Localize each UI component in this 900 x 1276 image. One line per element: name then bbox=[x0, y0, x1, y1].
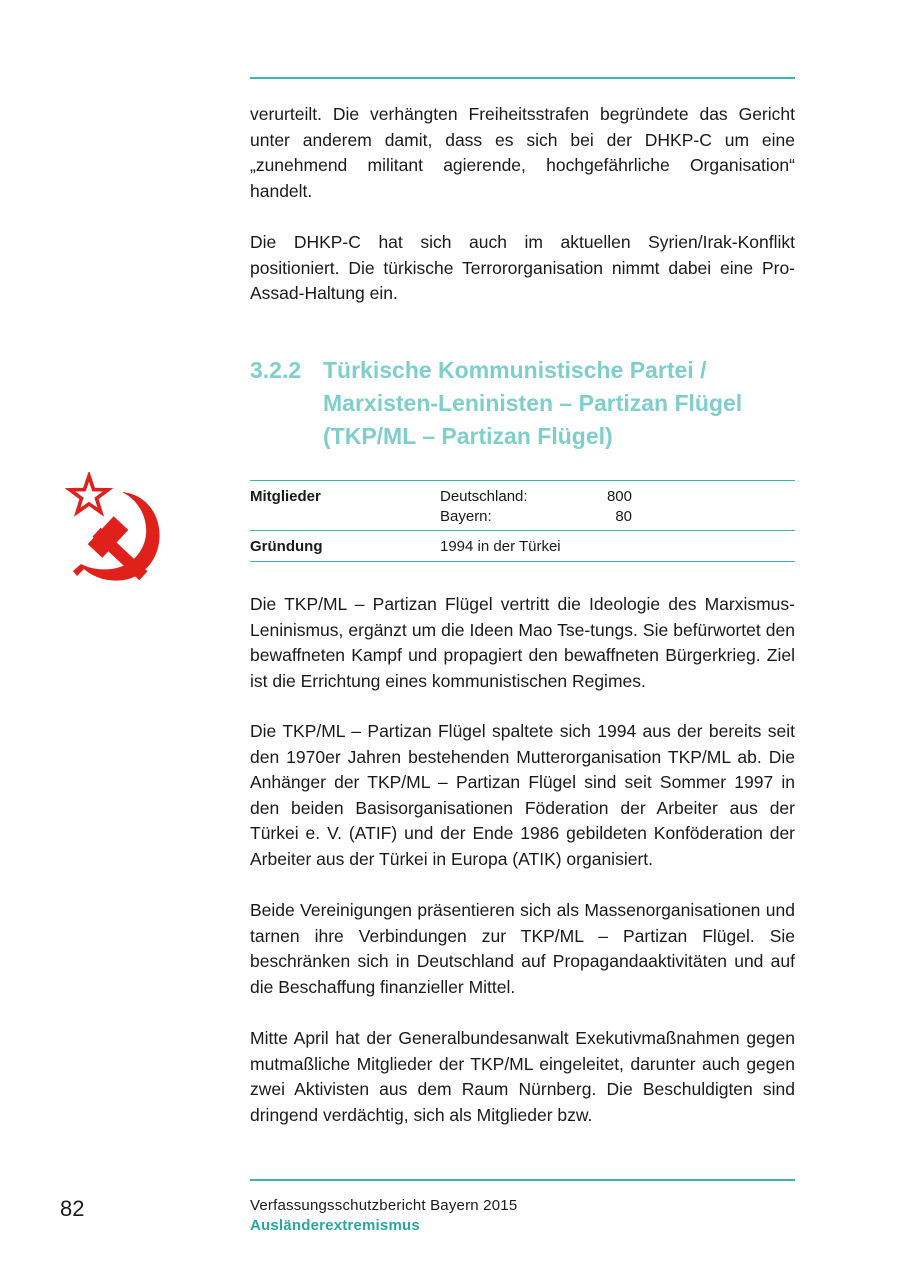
footer-section: Ausländerextremismus bbox=[250, 1217, 420, 1234]
hammer-and-sickle-star-icon bbox=[62, 472, 196, 602]
bavaria-value: 80 bbox=[615, 508, 632, 525]
top-rule bbox=[250, 77, 795, 79]
page-number: 82 bbox=[60, 1196, 85, 1221]
members-label: Mitglieder bbox=[250, 488, 321, 505]
table-middle-rule bbox=[250, 530, 795, 531]
table-top-rule bbox=[250, 480, 795, 481]
content-paragraph-4: Mitte April hat der Generalbundesanwalt Exekutivmaßnahmen gegen mutmaßliche Mitglieder der TKP/ML eingeleitet, darunter auch gegen zwei Aktivisten aus dem Raum Nürnberg. Die Beschuldigten sind dringend verdächtig, sich als Mitglieder bzw. bbox=[250, 1028, 795, 1125]
body-paragraph-1: verurteilt. Die verhängten Freiheitsstrafen begründete das Gericht unter anderem damit, dass es sich bei der DHKP-C um eine „zunehmend militant agierende, hochgefährliche Organisation“ handelt. bbox=[250, 104, 795, 201]
section-number: 3.2.2 bbox=[250, 357, 302, 383]
footer-publication: Verfassungsschutzbericht Bayern 2015 bbox=[250, 1197, 518, 1214]
bavaria-label: Bayern: bbox=[440, 508, 492, 525]
star-icon bbox=[70, 476, 108, 512]
content-paragraph-3: Beide Vereinigungen präsentieren sich als Massenorganisationen und tarnen ihre Verbindungen zur TKP/ML – Partizan Flügel. Sie beschränken sich in Deutschland auf Propagandaaktivitäten und auf die Beschaffung finanzieller Mittel. bbox=[250, 900, 795, 997]
germany-value: 800 bbox=[606, 488, 632, 505]
founding-label: Gründung bbox=[250, 538, 323, 555]
footer-rule bbox=[250, 1179, 795, 1181]
founding-value: 1994 in der Türkei bbox=[440, 538, 561, 555]
table-bottom-rule bbox=[250, 561, 795, 562]
content-paragraph-1: Die TKP/ML – Partizan Flügel vertritt die Ideologie des Marxismus-Leninismus, ergänzt um die Ideen Mao Tse-tungs. Sie befürwortet den bewaffneten Kampf und propagiert den bewaffneten Bürgerkrieg. Ziel ist die Errichtung eines kommunistischen Regimes. bbox=[250, 594, 795, 691]
body-paragraph-2: Die DHKP-C hat sich auch im aktuellen Syrien/Irak-Konflikt positioniert. Die türkische Terrororganisation nimmt dabei eine Pro-Assad-Haltung ein. bbox=[250, 232, 795, 303]
section-title: Türkische Kommunistische Partei / Marxisten-Leninisten – Partizan Flügel (TKP/ML – Partizan Flügel) bbox=[323, 357, 743, 449]
germany-label: Deutschland: bbox=[440, 488, 528, 505]
content-paragraph-2: Die TKP/ML – Partizan Flügel spaltete sich 1994 aus der bereits seit den 1970er Jahren bestehenden Mutterorganisation TKP/ML ab. Die Anhänger der TKP/ML – Partizan Flügel sind seit Sommer 1997 in den beiden Basisorganisationen Föderation der Arbeiter aus der Türkei e. V. (ATIF) und der Ende 1986 gebildeten Konföderation der Arbeiter aus der Türkei in Europa (ATIK) organisiert. bbox=[250, 721, 795, 869]
